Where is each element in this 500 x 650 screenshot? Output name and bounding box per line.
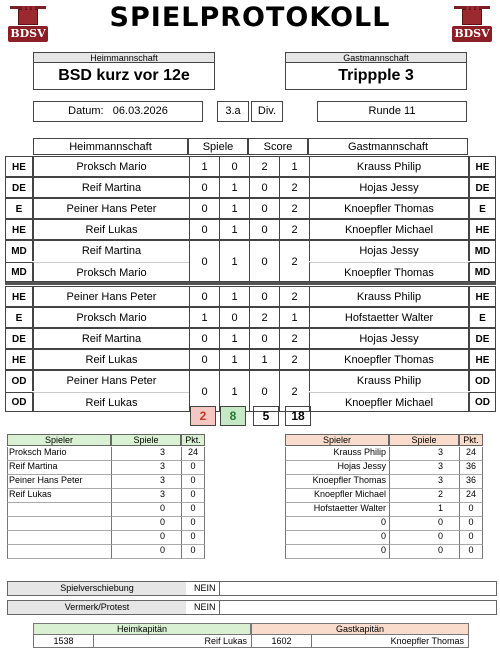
home-stat-points: 0 bbox=[181, 517, 205, 531]
score-home: 0 bbox=[249, 178, 279, 198]
score-home: 0 bbox=[249, 287, 279, 307]
guest-player: Krauss Philip bbox=[309, 157, 469, 177]
guest-stat-player: 0 bbox=[285, 531, 389, 545]
guest-stat-points: 0 bbox=[459, 517, 483, 531]
home-player: Reif Martina bbox=[33, 241, 189, 261]
guest-stat-points: 0 bbox=[459, 545, 483, 559]
match-row bbox=[5, 370, 496, 412]
home-captain-id: 1538 bbox=[33, 635, 93, 648]
games-guest: 0 bbox=[219, 157, 249, 177]
match-header-guest: Gastmannschaft bbox=[308, 138, 468, 155]
match-header-home: Heimmannschaft bbox=[33, 138, 188, 155]
score-guest: 2 bbox=[279, 241, 309, 282]
games-home: 1 bbox=[189, 157, 219, 177]
guest-stat-games: 0 bbox=[389, 545, 459, 559]
protest-label: Vermerk/Protest bbox=[8, 601, 186, 614]
score-guest: 2 bbox=[279, 350, 309, 370]
match-type-left: DE bbox=[6, 178, 33, 198]
match-type-right: HE bbox=[469, 350, 495, 370]
home-stat-header-player: Spieler bbox=[7, 434, 111, 446]
round-box: Runde 11 bbox=[317, 101, 467, 122]
match-type-left: HE bbox=[6, 287, 33, 307]
score-home: 0 bbox=[249, 220, 279, 240]
home-stat-points: 0 bbox=[181, 489, 205, 503]
games-guest: 0 bbox=[219, 308, 249, 328]
home-stat-player bbox=[7, 545, 111, 559]
home-stat-player bbox=[7, 517, 111, 531]
league-label: Div. bbox=[251, 101, 283, 122]
guest-stat-player: 0 bbox=[285, 545, 389, 559]
home-player: Reif Lukas bbox=[33, 220, 189, 240]
match-type-left: E bbox=[6, 308, 33, 328]
match-type-right: HE bbox=[469, 287, 495, 307]
guest-stat-player: Krauss Philip bbox=[285, 447, 389, 461]
score-home: 1 bbox=[249, 350, 279, 370]
bdsv-logo-right bbox=[450, 2, 494, 44]
match-type-right: DE bbox=[469, 329, 495, 349]
home-stat-games: 3 bbox=[111, 461, 181, 475]
guest-stat-points: 36 bbox=[459, 475, 483, 489]
guest-captain-header: Gastkapitän bbox=[251, 623, 469, 635]
match-row bbox=[5, 328, 496, 349]
home-stat-points: 0 bbox=[181, 531, 205, 545]
home-stat-games: 3 bbox=[111, 489, 181, 503]
score-guest: 1 bbox=[279, 157, 309, 177]
guest-stat-header-player: Spieler bbox=[285, 434, 389, 446]
home-stat-header-points: Pkt. bbox=[181, 434, 205, 446]
page-title: SPIELPROTOKOLL bbox=[109, 2, 391, 33]
protest-value: NEIN bbox=[188, 601, 220, 614]
home-stat-games: 3 bbox=[111, 475, 181, 489]
home-team-header: Heimmannschaft bbox=[33, 52, 215, 63]
guest-player: Knoepfler Thomas bbox=[309, 262, 469, 282]
home-stat-points: 0 bbox=[181, 461, 205, 475]
home-stat-player: Peiner Hans Peter bbox=[7, 475, 111, 489]
match-type-left: E bbox=[6, 199, 33, 219]
match-type-right: E bbox=[469, 308, 495, 328]
total-score-guest: 18 bbox=[285, 406, 311, 426]
match-type-right: HE bbox=[469, 220, 495, 240]
home-stat-games: 0 bbox=[111, 545, 181, 559]
match-type-left: MD bbox=[6, 262, 33, 282]
match-header-score: Score bbox=[248, 138, 308, 155]
logo-text: BDSV bbox=[452, 26, 492, 42]
games-home: 0 bbox=[189, 178, 219, 198]
match-type-right: HE bbox=[469, 157, 495, 177]
home-stat-games: 3 bbox=[111, 447, 181, 461]
guest-stat-games: 3 bbox=[389, 447, 459, 461]
guest-stat-points: 0 bbox=[459, 503, 483, 517]
games-guest: 1 bbox=[219, 287, 249, 307]
guest-stat-games: 0 bbox=[389, 531, 459, 545]
score-home: 0 bbox=[249, 199, 279, 219]
match-type-right: MD bbox=[469, 241, 495, 261]
games-guest: 1 bbox=[219, 350, 249, 370]
match-row bbox=[5, 219, 496, 240]
home-stat-player bbox=[7, 503, 111, 517]
postponement-row bbox=[7, 581, 497, 596]
games-guest: 1 bbox=[219, 371, 249, 412]
home-team-name: BSD kurz vor 12e bbox=[33, 62, 215, 90]
guest-stat-games: 1 bbox=[389, 503, 459, 517]
guest-stat-player: Hojas Jessy bbox=[285, 461, 389, 475]
home-player: Proksch Mario bbox=[33, 262, 189, 282]
guest-player: Hojas Jessy bbox=[309, 178, 469, 198]
home-stat-points: 0 bbox=[181, 545, 205, 559]
guest-stat-points: 0 bbox=[459, 531, 483, 545]
total-games-guest: 8 bbox=[220, 406, 246, 426]
score-guest: 2 bbox=[279, 220, 309, 240]
home-stat-games: 0 bbox=[111, 503, 181, 517]
home-player: Peiner Hans Peter bbox=[33, 199, 189, 219]
games-home: 1 bbox=[189, 308, 219, 328]
games-home: 0 bbox=[189, 350, 219, 370]
guest-captain-name: Knoepfler Thomas bbox=[311, 635, 469, 648]
guest-player: Knoepfler Michael bbox=[309, 392, 469, 412]
home-stat-player bbox=[7, 531, 111, 545]
games-home: 0 bbox=[189, 287, 219, 307]
guest-stat-points: 36 bbox=[459, 461, 483, 475]
score-guest: 2 bbox=[279, 329, 309, 349]
home-stat-points: 0 bbox=[181, 503, 205, 517]
games-guest: 1 bbox=[219, 199, 249, 219]
match-row bbox=[5, 307, 496, 328]
match-type-right: MD bbox=[469, 262, 495, 282]
guest-stat-header-games: Spiele bbox=[389, 434, 459, 446]
games-guest: 1 bbox=[219, 329, 249, 349]
guest-stat-player: 0 bbox=[285, 517, 389, 531]
home-stat-points: 24 bbox=[181, 447, 205, 461]
guest-stat-points: 24 bbox=[459, 489, 483, 503]
score-guest: 1 bbox=[279, 308, 309, 328]
games-home: 0 bbox=[189, 329, 219, 349]
guest-player: Hojas Jessy bbox=[309, 329, 469, 349]
home-player: Reif Lukas bbox=[33, 392, 189, 412]
match-header-games: Spiele bbox=[188, 138, 248, 155]
date-value: 06.03.2026 bbox=[112, 105, 168, 117]
guest-stat-player: Hofstaetter Walter bbox=[285, 503, 389, 517]
home-stat-header-games: Spiele bbox=[111, 434, 181, 446]
match-row bbox=[5, 286, 496, 307]
home-stat-games: 0 bbox=[111, 517, 181, 531]
guest-team-header: Gastmannschaft bbox=[285, 52, 467, 63]
guest-player: Hofstaetter Walter bbox=[309, 308, 469, 328]
guest-stat-points: 24 bbox=[459, 447, 483, 461]
match-row bbox=[5, 177, 496, 198]
home-stat-points: 0 bbox=[181, 475, 205, 489]
match-type-left: DE bbox=[6, 329, 33, 349]
home-player: Reif Martina bbox=[33, 329, 189, 349]
guest-captain-id: 1602 bbox=[251, 635, 311, 648]
guest-player: Hojas Jessy bbox=[309, 241, 469, 261]
games-guest: 1 bbox=[219, 241, 249, 282]
guest-stat-header-points: Pkt. bbox=[459, 434, 483, 446]
score-guest: 2 bbox=[279, 178, 309, 198]
games-home: 0 bbox=[189, 199, 219, 219]
guest-stat-games: 0 bbox=[389, 517, 459, 531]
date-label: Datum: bbox=[68, 105, 104, 117]
home-stat-games: 0 bbox=[111, 531, 181, 545]
postponement-value: NEIN bbox=[188, 582, 220, 595]
score-guest: 2 bbox=[279, 371, 309, 412]
match-type-right: OD bbox=[469, 392, 495, 412]
home-player: Reif Martina bbox=[33, 178, 189, 198]
date-box bbox=[33, 101, 203, 122]
guest-stat-player: Knoepfler Michael bbox=[285, 489, 389, 503]
guest-player: Knoepfler Michael bbox=[309, 220, 469, 240]
match-type-right: E bbox=[469, 199, 495, 219]
match-type-right: DE bbox=[469, 178, 495, 198]
home-player: Proksch Mario bbox=[33, 157, 189, 177]
postponement-label: Spielverschiebung bbox=[8, 582, 186, 595]
guest-team-name: Trippple 3 bbox=[285, 62, 467, 90]
games-home: 0 bbox=[189, 220, 219, 240]
guest-player: Krauss Philip bbox=[309, 371, 469, 391]
match-type-left: OD bbox=[6, 392, 33, 412]
match-type-left: OD bbox=[6, 371, 33, 391]
games-home: 0 bbox=[189, 241, 219, 282]
guest-player: Knoepfler Thomas bbox=[309, 350, 469, 370]
total-score-home: 5 bbox=[253, 406, 279, 426]
score-home: 0 bbox=[249, 241, 279, 282]
score-guest: 2 bbox=[279, 199, 309, 219]
total-games-home: 2 bbox=[190, 406, 216, 426]
match-row bbox=[5, 349, 496, 370]
home-player: Peiner Hans Peter bbox=[33, 371, 189, 391]
match-row bbox=[5, 156, 496, 177]
match-type-left: MD bbox=[6, 241, 33, 261]
guest-player: Krauss Philip bbox=[309, 287, 469, 307]
home-stat-player: Reif Lukas bbox=[7, 489, 111, 503]
match-type-right: OD bbox=[469, 371, 495, 391]
match-type-left: HE bbox=[6, 350, 33, 370]
home-captain-name: Reif Lukas bbox=[93, 635, 251, 648]
games-guest: 1 bbox=[219, 178, 249, 198]
home-captain-header: Heimkapitän bbox=[33, 623, 251, 635]
games-home: 0 bbox=[189, 371, 219, 412]
home-player: Peiner Hans Peter bbox=[33, 287, 189, 307]
match-row bbox=[5, 198, 496, 219]
home-stat-player: Proksch Mario bbox=[7, 447, 111, 461]
score-home: 0 bbox=[249, 371, 279, 412]
home-player: Reif Lukas bbox=[33, 350, 189, 370]
games-guest: 1 bbox=[219, 220, 249, 240]
guest-player: Knoepfler Thomas bbox=[309, 199, 469, 219]
match-row bbox=[5, 240, 496, 282]
half-separator bbox=[5, 282, 496, 285]
score-home: 2 bbox=[249, 157, 279, 177]
logo-text: BDSV bbox=[8, 26, 48, 42]
protest-row bbox=[7, 600, 497, 615]
match-type-left: HE bbox=[6, 220, 33, 240]
home-stat-player: Reif Martina bbox=[7, 461, 111, 475]
guest-stat-games: 3 bbox=[389, 461, 459, 475]
guest-stat-games: 3 bbox=[389, 475, 459, 489]
guest-stat-games: 2 bbox=[389, 489, 459, 503]
league-box: 3.a bbox=[217, 101, 249, 122]
score-home: 0 bbox=[249, 329, 279, 349]
guest-stat-player: Knoepfler Thomas bbox=[285, 475, 389, 489]
score-home: 2 bbox=[249, 308, 279, 328]
match-type-left: HE bbox=[6, 157, 33, 177]
score-guest: 2 bbox=[279, 287, 309, 307]
home-player: Proksch Mario bbox=[33, 308, 189, 328]
